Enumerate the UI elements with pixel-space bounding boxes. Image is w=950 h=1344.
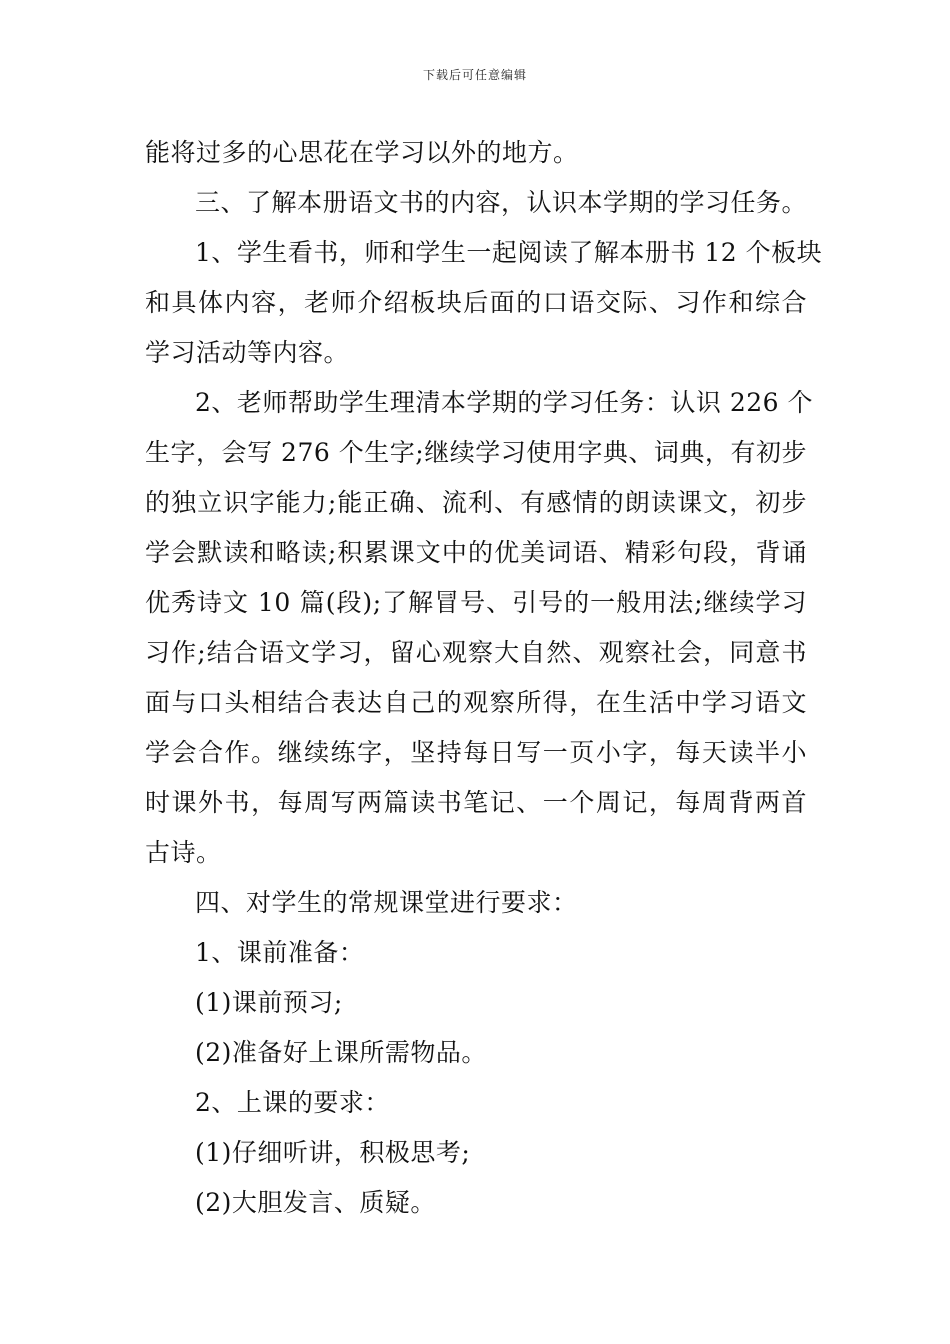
paragraph-line: 学会默读和略读;积累课文中的优美词语、精彩句段，背诵 xyxy=(145,538,807,567)
list-item: 1、课前准备： xyxy=(195,938,365,967)
paragraph-line: 1、学生看书，师和学生一起阅读了解本册书 12 个板块 xyxy=(195,238,823,267)
paragraph-line: 的独立识字能力;能正确、流利、有感情的朗读课文，初步 xyxy=(145,488,807,517)
list-item: (1)仔细听讲，积极思考; xyxy=(195,1138,471,1167)
paragraph-line: 习作;结合语文学习，留心观察大自然、观察社会，同意书 xyxy=(145,638,807,667)
list-item: (1)课前预习; xyxy=(195,988,343,1017)
list-item: (2)准备好上课所需物品。 xyxy=(195,1038,487,1067)
list-item: 2、上课的要求： xyxy=(195,1088,390,1117)
paragraph-line: 和具体内容，老师介绍板块后面的口语交际、习作和综合 xyxy=(145,288,807,317)
section-heading-3: 三、了解本册语文书的内容，认识本学期的学习任务。 xyxy=(195,188,808,217)
paragraph-line: 面与口头相结合表达自己的观察所得，在生活中学习语文 xyxy=(145,688,807,717)
paragraph-line: 学习活动等内容。 xyxy=(145,338,350,367)
paragraph-line: 优秀诗文 10 篇(段);了解冒号、引号的一般用法;继续学习 xyxy=(145,588,807,617)
paragraph-line: 生字，会写 276 个生字;继续学习使用字典、词典，有初步 xyxy=(145,438,807,467)
paragraph-line: 学会合作。继续练字，坚持每日写一页小字，每天读半小 xyxy=(145,738,807,767)
paragraph-line: 2、老师帮助学生理清本学期的学习任务：认识 226 个 xyxy=(195,388,814,417)
page-header-note: 下载后可任意编辑 xyxy=(422,68,527,82)
paragraph-line: 古诗。 xyxy=(145,838,222,867)
paragraph-line: 时课外书，每周写两篇读书笔记、一个周记，每周背两首 xyxy=(145,788,807,817)
list-item: (2)大胆发言、质疑。 xyxy=(195,1188,436,1217)
document-body xyxy=(145,128,823,1228)
paragraph-line: 能将过多的心思花在学习以外的地方。 xyxy=(145,138,579,167)
section-heading-4: 四、对学生的常规课堂进行要求： xyxy=(195,888,578,917)
